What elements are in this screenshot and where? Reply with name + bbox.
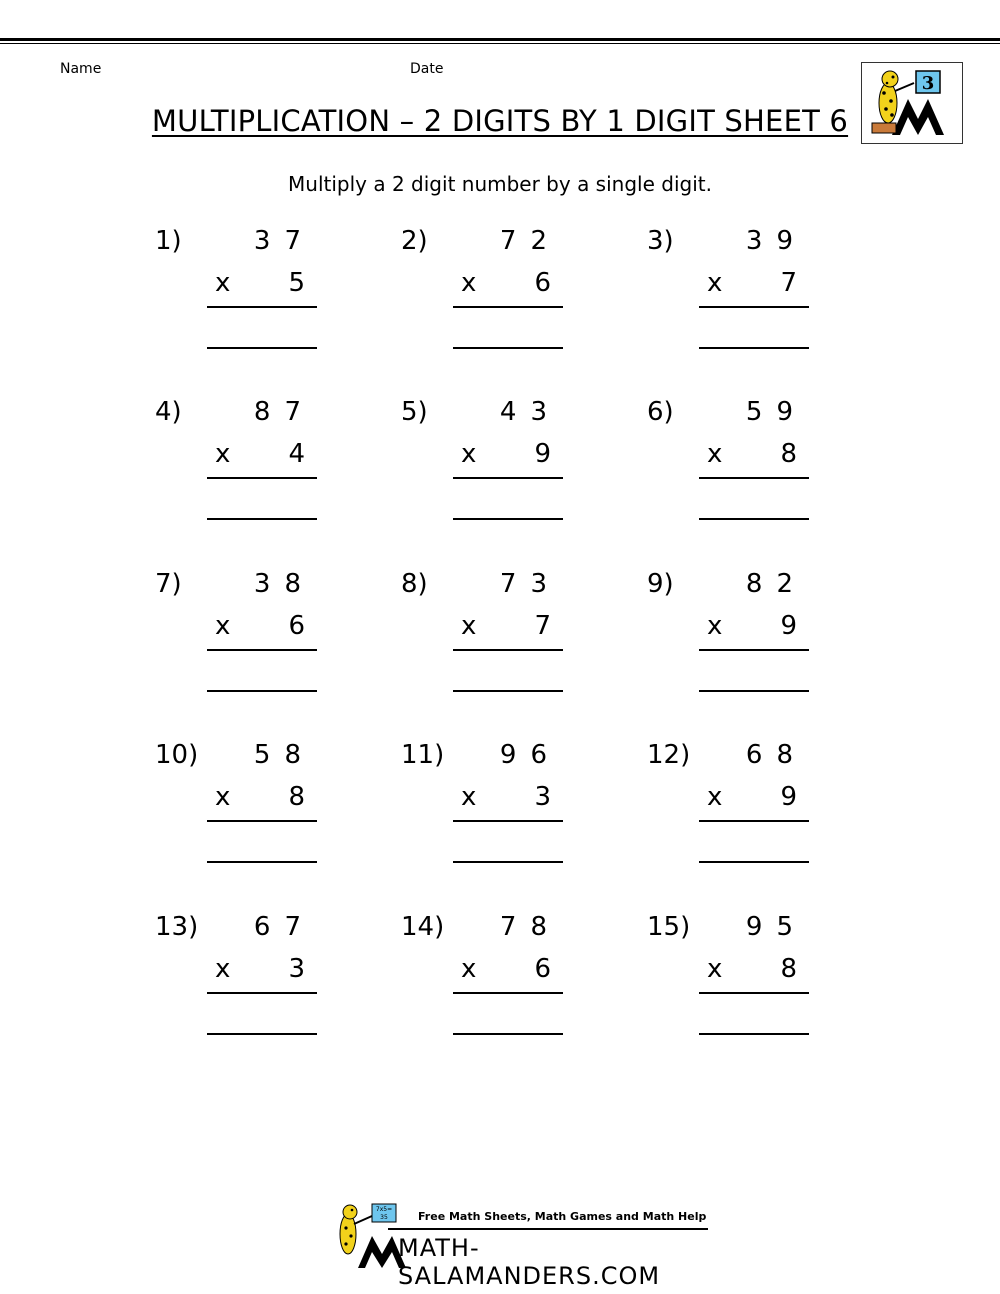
multiplicand: 43 xyxy=(499,397,561,427)
operation-rule xyxy=(207,820,317,822)
problem-1 xyxy=(155,226,395,376)
answer-line[interactable] xyxy=(699,1033,809,1035)
multiply-sign: x xyxy=(707,439,723,469)
problem-14 xyxy=(401,912,641,1062)
multiply-sign: x xyxy=(215,268,231,298)
operation-rule xyxy=(699,649,809,651)
operation-rule xyxy=(699,820,809,822)
problem-number: 11) xyxy=(401,740,445,770)
multiply-sign: x xyxy=(215,611,231,641)
top-rule xyxy=(0,38,1000,44)
problem-7 xyxy=(155,569,395,719)
operation-rule xyxy=(699,477,809,479)
problem-6 xyxy=(647,397,887,547)
multiply-sign: x xyxy=(461,782,477,812)
operation-rule xyxy=(207,649,317,651)
answer-line[interactable] xyxy=(453,861,563,863)
multiplier: 3 xyxy=(534,782,551,812)
problem-4 xyxy=(155,397,395,547)
multiplicand: 67 xyxy=(253,912,315,942)
answer-line[interactable] xyxy=(207,347,317,349)
problem-11 xyxy=(401,740,641,890)
problem-number: 12) xyxy=(647,740,691,770)
multiplicand: 87 xyxy=(253,397,315,427)
svg-text:35: 35 xyxy=(380,1214,388,1221)
answer-line[interactable] xyxy=(207,1033,317,1035)
operation-rule xyxy=(207,992,317,994)
worksheet-title: MULTIPLICATION – 2 DIGITS BY 1 DIGIT SHEET 6 xyxy=(151,104,849,138)
operation-rule xyxy=(207,306,317,308)
salamander-footer-icon xyxy=(328,1200,408,1270)
problem-5 xyxy=(401,397,641,547)
multiplier: 7 xyxy=(534,611,551,641)
answer-line[interactable] xyxy=(207,518,317,520)
footer-rule xyxy=(388,1228,708,1230)
operation-rule xyxy=(699,992,809,994)
problem-15 xyxy=(647,912,887,1062)
multiplicand: 39 xyxy=(745,226,807,256)
operation-rule xyxy=(453,992,563,994)
multiplier: 8 xyxy=(780,439,797,469)
multiplicand: 95 xyxy=(745,912,807,942)
multiply-sign: x xyxy=(707,611,723,641)
problem-number: 3) xyxy=(647,226,674,256)
footer-logo xyxy=(328,1200,708,1290)
multiplier: 7 xyxy=(780,268,797,298)
footer-tagline: Free Math Sheets, Math Games and Math Help xyxy=(418,1210,707,1223)
multiplicand: 59 xyxy=(745,397,807,427)
multiplicand: 73 xyxy=(499,569,561,599)
problem-number: 6) xyxy=(647,397,674,427)
answer-line[interactable] xyxy=(699,861,809,863)
problem-number: 8) xyxy=(401,569,428,599)
operation-rule xyxy=(207,477,317,479)
multiply-sign: x xyxy=(461,954,477,984)
multiplier: 4 xyxy=(288,439,305,469)
problem-number: 2) xyxy=(401,226,428,256)
multiplier: 5 xyxy=(288,268,305,298)
multiply-sign: x xyxy=(461,268,477,298)
multiplier: 6 xyxy=(288,611,305,641)
date-label: Date xyxy=(410,61,444,77)
multiplicand: 38 xyxy=(253,569,315,599)
grade-number: 3 xyxy=(921,73,935,94)
multiply-sign: x xyxy=(707,954,723,984)
problem-9 xyxy=(647,569,887,719)
multiply-sign: x xyxy=(215,782,231,812)
problem-2 xyxy=(401,226,641,376)
answer-line[interactable] xyxy=(453,690,563,692)
problem-13 xyxy=(155,912,395,1062)
name-label: Name xyxy=(60,61,102,77)
answer-line[interactable] xyxy=(207,690,317,692)
multiplier: 8 xyxy=(780,954,797,984)
answer-line[interactable] xyxy=(699,347,809,349)
multiplicand: 58 xyxy=(253,740,315,770)
multiplier: 9 xyxy=(780,782,797,812)
multiply-sign: x xyxy=(215,954,231,984)
problem-number: 15) xyxy=(647,912,691,942)
multiply-sign: x xyxy=(707,782,723,812)
operation-rule xyxy=(699,306,809,308)
problem-number: 14) xyxy=(401,912,445,942)
multiplier: 9 xyxy=(780,611,797,641)
answer-line[interactable] xyxy=(453,518,563,520)
problem-number: 5) xyxy=(401,397,428,427)
multiplier: 3 xyxy=(288,954,305,984)
operation-rule xyxy=(453,649,563,651)
problem-number: 9) xyxy=(647,569,674,599)
problem-12 xyxy=(647,740,887,890)
problem-number: 4) xyxy=(155,397,182,427)
operation-rule xyxy=(453,477,563,479)
problem-number: 10) xyxy=(155,740,199,770)
problem-number: 1) xyxy=(155,226,182,256)
multiplicand: 72 xyxy=(499,226,561,256)
problem-8 xyxy=(401,569,641,719)
multiplicand: 82 xyxy=(745,569,807,599)
multiplier: 6 xyxy=(534,954,551,984)
problem-3 xyxy=(647,226,887,376)
instruction-text: Multiply a 2 digit number by a single digit. xyxy=(288,172,712,196)
footer-brand: MATH-SALAMANDERS.COM xyxy=(398,1234,661,1290)
operation-rule xyxy=(453,820,563,822)
multiplicand: 68 xyxy=(745,740,807,770)
multiply-sign: x xyxy=(707,268,723,298)
multiply-sign: x xyxy=(461,439,477,469)
multiplicand: 78 xyxy=(499,912,561,942)
multiplicand: 96 xyxy=(499,740,561,770)
answer-line[interactable] xyxy=(699,690,809,692)
answer-line[interactable] xyxy=(453,1033,563,1035)
problem-number: 13) xyxy=(155,912,199,942)
multiplicand: 37 xyxy=(253,226,315,256)
multiplier: 9 xyxy=(534,439,551,469)
multiplier: 6 xyxy=(534,268,551,298)
multiplier: 8 xyxy=(288,782,305,812)
answer-line[interactable] xyxy=(699,518,809,520)
answer-line[interactable] xyxy=(207,861,317,863)
problem-10 xyxy=(155,740,395,890)
svg-text:7x5=: 7x5= xyxy=(375,1206,393,1213)
operation-rule xyxy=(453,306,563,308)
answer-line[interactable] xyxy=(453,347,563,349)
multiply-sign: x xyxy=(215,439,231,469)
multiply-sign: x xyxy=(461,611,477,641)
problem-number: 7) xyxy=(155,569,182,599)
